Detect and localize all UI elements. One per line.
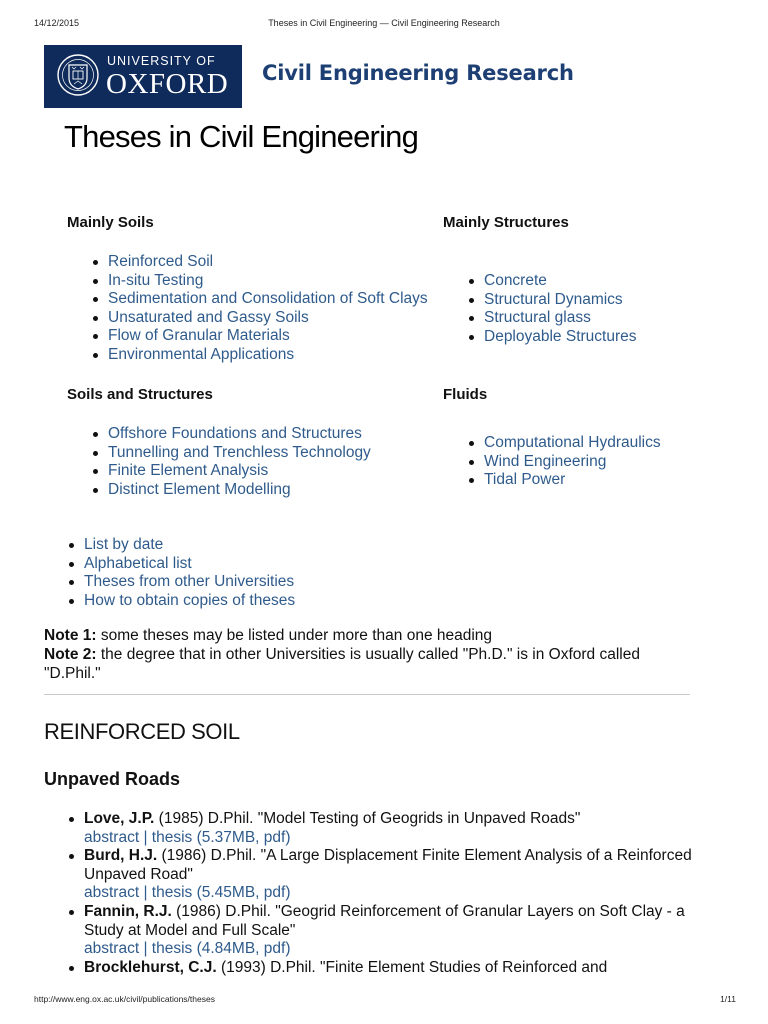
thesis-pdf-link[interactable]: thesis (5.45MB, pdf)	[151, 884, 291, 902]
thesis-details: (1985) D.Phil. "Model Testing of Geogrids in Unpaved Roads"	[154, 810, 581, 827]
thesis-entry	[64, 903, 694, 959]
abstract-link[interactable]: abstract	[84, 828, 140, 846]
link-structural-dynamics[interactable]: Structural Dynamics	[484, 290, 623, 308]
list-item	[88, 462, 371, 481]
link-other-universities[interactable]: Theses from other Universities	[84, 573, 295, 591]
university-logo[interactable]	[44, 45, 242, 108]
note-2-text: the degree that in other Universities is usually called "Ph.D." is in Oxford called "D.Phil."	[44, 646, 640, 682]
print-url: http://www.eng.ox.ac.uk/civil/publications/theses	[34, 994, 215, 1004]
thesis-details: (1993) D.Phil. "Finite Element Studies of Reinforced and	[216, 958, 608, 976]
note-1-text: some theses may be listed under more than one heading	[96, 627, 493, 644]
list-mainly-structures	[464, 272, 637, 346]
list-item	[464, 328, 637, 347]
abstract-link[interactable]: abstract	[84, 940, 140, 958]
link-list-by-date[interactable]: List by date	[84, 536, 164, 553]
section-title: REINFORCED SOIL	[44, 719, 240, 744]
print-page-title: Theses in Civil Engineering — Civil Engineering Research	[268, 18, 500, 28]
list-item	[464, 309, 637, 328]
link-separator: |	[139, 828, 152, 846]
list-item	[64, 555, 295, 574]
list-item	[88, 272, 428, 291]
thesis-details: (1986) D.Phil. "Geogrid Reinforcement of Granular Layers on Soft Clay - a Study at Model and Full Scale"	[84, 902, 685, 939]
link-environmental-applications[interactable]: Environmental Applications	[108, 345, 295, 363]
heading-soils-and-structures: Soils and Structures	[67, 386, 213, 403]
note-1	[44, 626, 684, 645]
list-other-links	[64, 536, 295, 610]
thesis-pdf-link[interactable]: thesis (4.84MB, pdf)	[151, 940, 291, 958]
notes	[44, 626, 684, 683]
list-item	[88, 309, 428, 328]
heading-mainly-soils: Mainly Soils	[67, 214, 154, 231]
link-obtain-copies[interactable]: How to obtain copies of theses	[84, 591, 296, 609]
abstract-link[interactable]: abstract	[84, 884, 140, 902]
thesis-entry	[64, 847, 694, 903]
link-finite-element-analysis[interactable]: Finite Element Analysis	[108, 462, 269, 480]
link-tunnelling-trenchless[interactable]: Tunnelling and Trenchless Technology	[108, 443, 371, 461]
page-number: 1/11	[720, 994, 736, 1004]
list-item	[88, 425, 371, 444]
link-structural-glass[interactable]: Structural glass	[484, 309, 591, 327]
link-reinforced-soil[interactable]: Reinforced Soil	[108, 253, 214, 270]
print-header	[0, 14, 768, 28]
list-item	[88, 327, 428, 346]
link-flow-granular-materials[interactable]: Flow of Granular Materials	[108, 327, 290, 345]
list-fluids	[464, 434, 661, 490]
list-item	[64, 592, 295, 611]
link-separator: |	[139, 884, 152, 902]
link-unsaturated-gassy-soils[interactable]: Unsaturated and Gassy Soils	[108, 308, 309, 326]
link-in-situ-testing[interactable]: In-situ Testing	[108, 271, 204, 289]
link-separator: |	[139, 940, 152, 958]
list-item	[64, 536, 295, 555]
thesis-author: Love, J.P.	[84, 810, 155, 827]
site-title-link[interactable]: Civil Engineering Research	[262, 61, 574, 85]
link-alphabetical-list[interactable]: Alphabetical list	[84, 554, 192, 572]
list-mainly-soils	[88, 253, 428, 365]
heading-mainly-structures: Mainly Structures	[443, 214, 569, 231]
list-item	[88, 444, 371, 463]
list-item	[88, 481, 371, 500]
thesis-entry	[64, 810, 694, 847]
list-item	[88, 346, 428, 365]
link-sedimentation-consolidation[interactable]: Sedimentation and Consolidation of Soft Clays	[108, 290, 428, 308]
print-date: 14/12/2015	[34, 18, 80, 28]
thesis-pdf-link[interactable]: thesis (5.37MB, pdf)	[151, 828, 291, 846]
thesis-entry	[64, 959, 694, 978]
list-item	[464, 272, 637, 291]
logo-line-1: UNIVERSITY OF	[107, 54, 216, 68]
link-computational-hydraulics[interactable]: Computational Hydraulics	[484, 434, 661, 451]
note-2	[44, 645, 684, 683]
heading-fluids: Fluids	[443, 386, 488, 403]
link-tidal-power[interactable]: Tidal Power	[484, 471, 566, 489]
link-deployable-structures[interactable]: Deployable Structures	[484, 327, 637, 345]
oxford-crest-icon	[56, 51, 100, 101]
thesis-details: (1986) D.Phil. "A Large Displacement Finite Element Analysis of a Reinforced Unpaved Road"	[84, 847, 692, 883]
link-concrete[interactable]: Concrete	[484, 272, 547, 289]
thesis-author: Fannin, R.J.	[84, 902, 172, 920]
list-item	[88, 290, 428, 309]
list-item	[464, 453, 661, 472]
page-title: Theses in Civil Engineering	[64, 119, 419, 154]
list-soils-and-structures	[88, 425, 371, 499]
link-distinct-element-modelling[interactable]: Distinct Element Modelling	[108, 480, 291, 498]
divider	[44, 694, 690, 695]
list-item	[464, 291, 637, 310]
link-offshore-foundations[interactable]: Offshore Foundations and Structures	[108, 425, 362, 442]
list-item	[464, 434, 661, 453]
subsection-title: Unpaved Roads	[44, 769, 181, 789]
theses-list	[64, 810, 694, 977]
list-item	[64, 573, 295, 592]
link-wind-engineering[interactable]: Wind Engineering	[484, 452, 607, 470]
logo-line-2: OXFORD	[106, 68, 229, 100]
thesis-author: Burd, H.J.	[84, 847, 158, 865]
note-2-label: Note 2:	[44, 646, 97, 663]
list-item	[88, 253, 428, 272]
thesis-author: Brocklehurst, C.J.	[84, 958, 217, 976]
list-item	[464, 471, 661, 490]
note-1-label: Note 1:	[44, 627, 97, 644]
